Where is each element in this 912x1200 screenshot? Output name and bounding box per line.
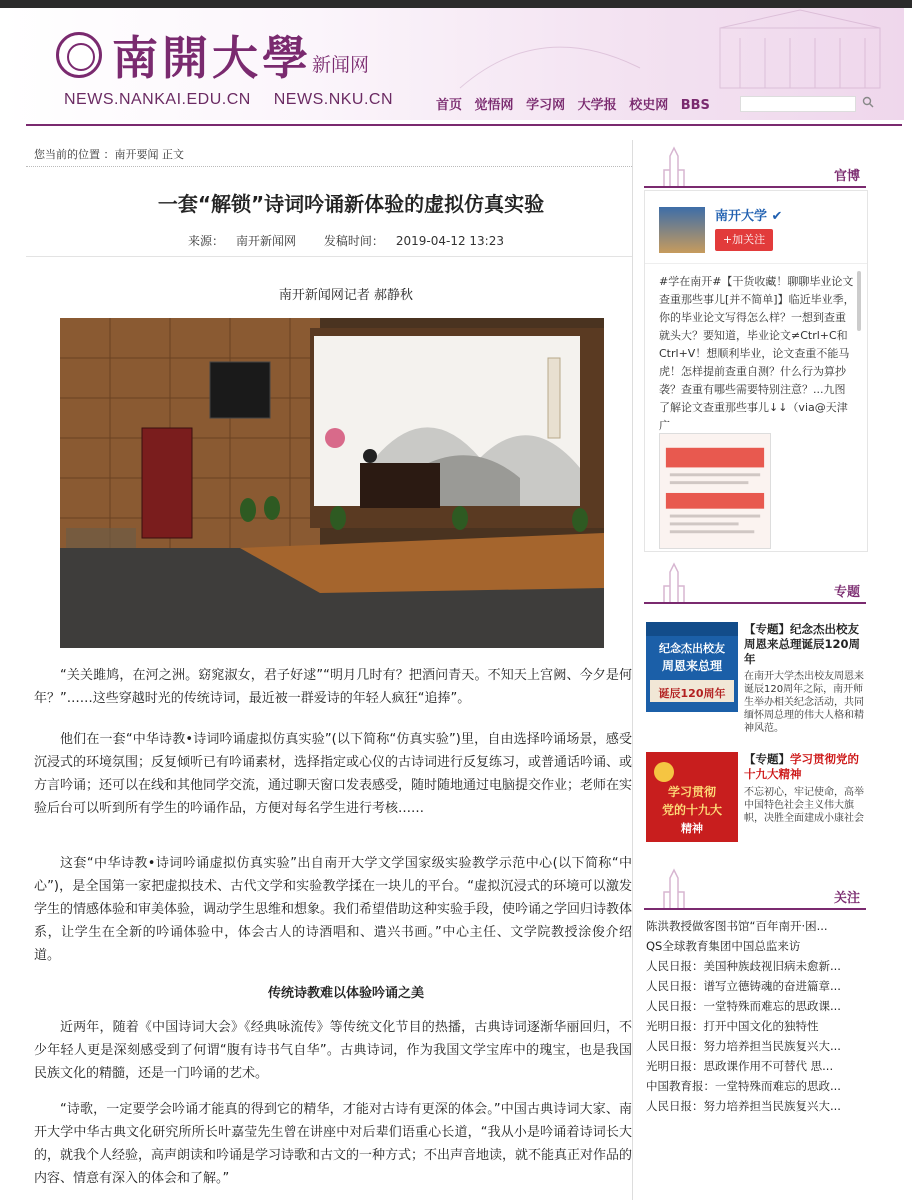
weibo-section-label[interactable]: 官博 bbox=[833, 169, 860, 184]
breadcrumb-divider bbox=[26, 166, 632, 167]
weibo-scrollbar[interactable] bbox=[857, 271, 861, 331]
source-value: 南开新闻网 bbox=[236, 234, 297, 248]
search-icon[interactable] bbox=[862, 96, 874, 108]
list-item[interactable]: 陈洪教授做客图书馆“百年南开·困... bbox=[646, 919, 828, 933]
weibo-avatar[interactable] bbox=[659, 207, 705, 253]
site-logo-subtitle: 新闻网 bbox=[312, 54, 370, 76]
list-item[interactable]: 人民日报：美国种族歧视旧病未愈新... bbox=[646, 959, 841, 973]
list-item[interactable]: 光明日报：打开中国文化的独特性 bbox=[646, 1019, 819, 1033]
zhuanti-image-text-3: 诞辰120周年 bbox=[658, 687, 726, 700]
weibo-widget bbox=[644, 190, 868, 552]
zhuanti-desc-zhou-enlai: 在南开大学杰出校友周恩来诞辰120周年之际，南开师生举办相关纪念活动，共同缅怀周总理的伟大人格和精神风范。 bbox=[744, 671, 864, 734]
list-item[interactable]: 光明日报：思政课作用不可替代 思... bbox=[646, 1059, 834, 1073]
browser-top-bar bbox=[0, 0, 912, 8]
zhuanti-section-label[interactable]: 专题 bbox=[833, 585, 860, 600]
tower-icon bbox=[650, 142, 700, 186]
nav-xuexi[interactable]: 学习网 bbox=[526, 98, 566, 113]
header-divider bbox=[26, 124, 902, 126]
zhuanti-item-zhou-enlai[interactable] bbox=[646, 622, 864, 734]
article-title: 一套“解锁”诗词吟诵新体验的虚拟仿真实验 bbox=[157, 192, 545, 216]
zhuanti-image-text-3: 精神 bbox=[681, 822, 703, 835]
nav-juewu[interactable]: 觉悟网 bbox=[474, 98, 514, 113]
list-item[interactable]: 人民日报：谱写立德铸魂的奋进篇章... bbox=[646, 979, 841, 993]
list-item[interactable]: 人民日报：一堂特殊而难忘的思政课... bbox=[646, 999, 841, 1013]
weibo-post-image[interactable] bbox=[659, 433, 771, 549]
header-building-illustration bbox=[420, 8, 900, 98]
follow-button[interactable]: +加关注 bbox=[715, 229, 773, 251]
weibo-account-name[interactable]: 南开大学 ✔ bbox=[715, 209, 783, 224]
guanzhu-section-header bbox=[644, 862, 866, 912]
zhuanti-image-text-1: 学习贯彻 bbox=[667, 785, 717, 799]
top-nav bbox=[436, 94, 718, 113]
zhuanti-image-text-2: 党的十九大 bbox=[661, 803, 723, 817]
search-input[interactable] bbox=[740, 96, 856, 112]
article-paragraph-1: “关关雎鸠，在河之洲。窈窕淑女，君子好逑”“明月几时有？把酒问青天。不知天上宫阙、今夕是何年？”……这些穿越时光的传统诗词，最近被一群爱诗的年轻人疯狂“追捧”。 bbox=[34, 668, 632, 706]
article-paragraph-2: 他们在一套“中华诗教•诗词吟诵虚拟仿真实验”(以下简称“仿真实验”)里，自由选择吟诵场景，感受沉浸式的环境氛围；反复倾听已有吟诵素材，选择指定或心仪的古诗词进行反复练习，或普通话吟诵、或方言吟诵；还可以在线和其他同学交流，通过聊天窗口发表感受，随时随地通过电脑提交作业；老师在实验后台可以听到所有学生的吟诵作品，方便对每名学生进行考核…… bbox=[34, 732, 633, 816]
article-paragraph-5: “诗歌，一定要学会吟诵才能真的得到它的精华，才能对古诗有更深的体会。”中国古典诗词大家、南开大学中华古典文化研究所所长叶嘉莹先生曾在讲座中对后辈们语重心长道，“我从小是吟诵着诗词长大的，就我个人经验，高声朗读和吟诵是学习诗歌和古文的一种方式；不出声音地读，就不能真正对作品的内容、情意有深入的体会和了解。” bbox=[34, 1102, 633, 1186]
zhuanti-title-zhou-enlai[interactable]: 【专题】纪念杰出校友周恩来总理诞辰120周年 bbox=[744, 622, 861, 666]
source-label: 来源： bbox=[187, 234, 224, 248]
zhuanti-section-header bbox=[644, 556, 866, 606]
list-item[interactable]: QS全球教育集团中国总监来访 bbox=[646, 939, 801, 953]
tower-icon bbox=[650, 558, 700, 602]
nav-xiaoshi[interactable]: 校史网 bbox=[629, 98, 669, 113]
guanzhu-section-label[interactable]: 关注 bbox=[833, 891, 860, 906]
tower-icon bbox=[650, 864, 700, 908]
time-value: 2019-04-12 13:23 bbox=[395, 234, 504, 248]
article-meta bbox=[26, 232, 666, 249]
university-emblem-logo[interactable] bbox=[56, 32, 102, 78]
nav-daxuebao[interactable]: 大学报 bbox=[577, 98, 617, 113]
zhuanti-item-19th-congress[interactable] bbox=[646, 752, 864, 852]
zhuanti-desc-19th-congress: 不忘初心，牢记使命，高举中国特色社会主义伟大旗帜，决胜全面建成小康社会 bbox=[744, 787, 864, 824]
meta-divider bbox=[26, 256, 632, 257]
zhuanti-title-19th-congress[interactable]: 【专题】学习贯彻党的十九大精神 bbox=[744, 752, 859, 781]
site-logo-title[interactable]: 南開大學 bbox=[112, 31, 312, 85]
nav-home[interactable]: 首页 bbox=[436, 98, 463, 113]
site-header bbox=[0, 8, 904, 120]
site-url-1: NEWS.NANKAI.EDU.CN bbox=[64, 91, 251, 108]
article-byline: 南开新闻网记者 郝静秋 bbox=[278, 288, 414, 303]
article-subheading: 传统诗教难以体验吟诵之美 bbox=[267, 986, 424, 1001]
article-paragraph-3: 这套“中华诗教•诗词吟诵虚拟仿真实验”出自南开大学文学国家级实验教学示范中心(以下简称“中心”)，是全国第一家把虚拟技术、古代文学和实验教学揉在一块儿的平台。“虚拟沉浸式的环境可以激发学生的情感体验和审美体验，调动学生思维和想象。我们希望借助这种实验手段，使吟诵之学回归诗教体系，让学生在全新的吟诵体验中，体会古人的诗酒唱和、遣兴书画。”中心主任、文学院教授涂俊介绍道。 bbox=[34, 856, 633, 963]
zhuanti-image-zhou-enlai[interactable] bbox=[646, 622, 738, 712]
article-paragraph-4: 近两年，随着《中国诗词大会》《经典咏流传》等传统文化节目的热播，古典诗词逐渐华丽回归，不少年轻人更是深刻感受到了何谓“腹有诗书气自华”。古典诗词，作为我国文学宝库中的瑰宝，也是我国民族文化的精髓，还是一门吟诵的艺术。 bbox=[34, 1020, 632, 1081]
nav-bbs[interactable]: BBS bbox=[680, 98, 710, 113]
weibo-post-text[interactable]: #学在南开#【干货收藏！聊聊毕业论文查重那些事儿[并不简单]】临近毕业季，你的毕业论文写得怎么样？一想到查重就头大？要知道，毕业论文≠Ctrl+C和Ctrl+V！想顺利毕业，论文查重不能马虎！怎样提前查重自测？什么行为算抄袭？查重有哪些需要特别注意？...九图了解论文查重那些事儿↓↓（via@天津广 bbox=[659, 275, 855, 432]
list-item[interactable]: 中国教育报：一堂特殊而难忘的思政... bbox=[646, 1079, 841, 1093]
article-photo-virtual-classroom bbox=[60, 318, 604, 648]
column-divider bbox=[632, 140, 633, 1200]
breadcrumb[interactable]: 您当前的位置 ：南开要闻 正文 bbox=[34, 148, 184, 161]
guanzhu-list bbox=[646, 916, 866, 1116]
zhuanti-image-text-2: 周恩来总理 bbox=[661, 659, 723, 673]
site-urls bbox=[64, 91, 411, 109]
list-item[interactable]: 人民日报：努力培养担当民族复兴大... bbox=[646, 1039, 841, 1053]
zhuanti-image-text-1: 纪念杰出校友 bbox=[659, 642, 725, 655]
weibo-divider bbox=[645, 263, 867, 264]
site-url-2: NEWS.NKU.CN bbox=[273, 91, 394, 108]
article-column bbox=[26, 128, 638, 1200]
zhuanti-image-19th-congress[interactable] bbox=[646, 752, 738, 842]
time-label: 发稿时间： bbox=[323, 234, 384, 248]
weibo-section-header bbox=[644, 140, 866, 190]
sidebar bbox=[640, 140, 912, 1200]
list-item[interactable]: 人民日报：努力培养担当民族复兴大... bbox=[646, 1099, 841, 1113]
